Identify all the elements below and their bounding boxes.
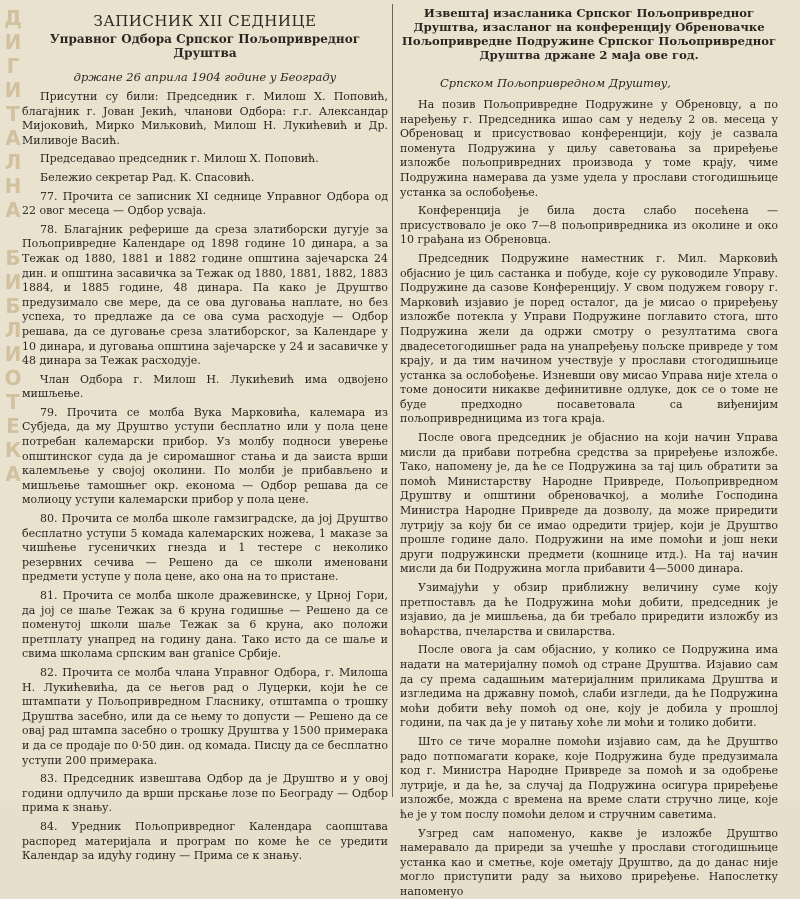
minutes-title: ЗАПИСНИК XII СЕДНИЦЕ [22,12,388,30]
watermark-letter: Б [2,294,24,318]
watermark-letter: Н [2,174,24,198]
paragraph: 82. Прочита се молба члана Управног Одбора, г. Милоша Н. Лукићевића, да се његов рад о Луцерки, који ће се штампати у Пољопривредном Гласнику, отштампа о трошку Друштва засебно, или да се њему то допусти — Решено да се овај рад штампа засебно о трошку Друштва у 1500 примерака и да се продаје по 0·50 дин. од комада. Писцу да се бесплатно уступи 200 примерака. [22,666,388,768]
watermark-letter: И [2,78,24,102]
minutes-date-line: држане 26 априла 1904 године у Београду [22,70,388,84]
paragraph: Што се тиче моралне помоћи изјавио сам, да ће Друштво радо потпомагати кораке, које Подружина буде предузимала код г. Министра Народне Привреде за помоћ и за одобрење лутрије, и да ће, за случај да Подружина осигура приређење изложбе, можда с времена на време слати стручно лице, које ће је у том послу помоћи делом и стручним саветима. [400,735,778,823]
paragraph: Председавао председник г. Милош Х. Поповић. [22,152,388,167]
minutes-body [22,90,388,864]
watermark-letter: А [2,198,24,222]
watermark [2,6,24,796]
paragraph: Узимајући у обзир приближну величину суме коју претпостављ да ће Подружина моћи добити, председник је изјавио, да је мишљења, да би требало приредити изложбу из воћарства, пчеларства и свиларства. [400,581,778,639]
watermark-letter: Л [2,318,24,342]
report-salutation: Српском Пољопривредном Друштву, [440,76,778,90]
minutes-subtitle: Управног Одбора Српског Пољопривредног Друштва [22,32,388,60]
paragraph: Члан Одбора г. Милош Н. Лукићевић има одвојено мишљење. [22,373,388,402]
watermark-letter: Т [2,102,24,126]
watermark-letter: Л [2,150,24,174]
right-column [400,0,778,801]
watermark-letter: А [2,126,24,150]
paragraph: Конференција је била доста слабо посећена — присуствовало је око 7—8 пољопривредника из околине и око 10 грађана из Обреновца. [400,204,778,248]
paragraph: 77. Прочита се записник XI седнице Управног Одбора од 22 овог месеца — Одбор усваја. [22,190,388,219]
watermark-letter: И [2,342,24,366]
paragraph: После овога председник је објаснио на који начин Управа мисли да прибави потребна средства за приређење изложбе. Тако, напомену је, да ће се Подружина за тај циљ обратити за помоћ Министарству Народне Привреде, Пољопривредном Друштву и општини обреновачкој, а молиће Господина Министра Народне Привреде да дозволу, да може приредити лутрију за коју би се имао одредити тријер, који је Друштво прошле године дало. Подружини на име помоћи и још неки други подружински предмети (кошнице итд.). На тај начин мисли да би Подружина могла прибавити 4—5000 динара. [400,431,778,577]
watermark-letter: И [2,30,24,54]
watermark-letter: Г [2,54,24,78]
paragraph: Бележио секретар Рад. К. Спасовић. [22,171,388,186]
watermark-letter: К [2,438,24,462]
paragraph: 80. Прочита се молба школе гамзиградске, да јој Друштво бесплатно уступи 5 комада калемарских ножева, 1 маказе за чишћење гусеничких гнезда и 1 тестере с неколико резервних сечива — Решено да се школи именовани предмети уступе у пола цене, ако она на то пристане. [22,512,388,585]
paragraph: 81. Прочита се молба школе дражевинске, у Црној Гори, да јој се шаље Тежак за 6 круна годишње — Решено да се поменутој школи шаље Тежак за 6 круна, ако положи претплату унапред на годину дана. Тако исто да се шаље и свима школама српским ван granice Србије. [22,589,388,662]
paragraph: Присутни су били: Председник г. Милош Х. Поповић, благајник г. Јован Јекић, чланови Одбора: г.г. Александар Мијоковић, Мирко Миљковић, Милош Н. Лукићевић и Др. Миливоје Васић. [22,90,388,148]
paragraph: 84. Уредник Пољопривредног Календара саопштава распоред материјала и програм по коме ће се уредити Календар за идућу годину — Прима се к знању. [22,820,388,864]
watermark-letter: И [2,270,24,294]
paragraph: Узгред сам напоменуо, какве је изложбе Друштво намеравало да приреди за учешће у прослави стогодишњице устанка као и сметње, које ометају Друштво, да до данас није могло приступити раду за њихово приређење. Напослетку напоменуо [400,827,778,899]
column-divider [392,4,393,797]
paragraph: Председник Подружине наместник г. Мил. Марковић објаснио је циљ састанка и побуде, које су руководиле Управу. Подружине да сазове Конференцију. У свом подужем говору г. Марковић изјавио је поред осталог, да је мисао о приређењу изложбе потекла у Управи Подружине поглавито стога, што Подружина жели да одржи смотру о резултатима свога двадесетогодишњег рада на унапређењу пољске привреде у том крају, и да тим начином учествује у прослави стогодишњице устанка за ослобођење. Изневши ову мисао Управа није хтела о томе доносити никакве дефинитивне одлуке, док се о томе не буде предходно посаветовала са виђенијим пољопривредницима из тога краја. [400,252,778,427]
watermark-letter [2,222,24,246]
watermark-letter: Е [2,414,24,438]
watermark-letter: Д [2,6,24,30]
watermark-letter: О [2,366,24,390]
report-heading: Извештај изасланика Српског Пољопривредног Друштва, изасланог на конференцију Обреновачке Пољопривредне Подружине Српског Пољопривредног Друштва држане 2 маја ове год. [400,6,778,62]
paragraph: 83. Председник извештава Одбор да је Друштво и у овој години одлучило да врши прскање лозе по Београду — Одбор прима к знању. [22,772,388,816]
watermark-letter: А [2,462,24,486]
paragraph: 79. Прочита се молба Вука Марковића, калемара из Субједа, да му Друштво уступи бесплатно или у пола цене потребан калемарски прибор. Уз молбу подноси уверење општинског суда да је сиромашног стања и да заиста врши калемљење у својој околини. По молби је прибављено и мишљење тамошњег окр. економа — Одбор решава да се молиоцу уступи калемарски прибор у пола цене. [22,406,388,508]
watermark-letter: Т [2,390,24,414]
paragraph: 78. Благајник реферише да среза златиборски дугује за Пољопривредне Календаре од 1898 године 10 динара, а за Тежак од 1880, 1881 и 1882 године општина зајечарска 24 дин. и општина засавичка за Тежак од 1880, 1881, 1882, 1883 1884, и 1885 године, 48 динара. Па како је Друштво предузимало све мере, да се ова дуговања наплате, но без успеха, то предлаже да се ова сума расходује — Одбор решава, да се дуговање среза златиборског, за Календаре у 10 динара, и дуговања општина зајечарске у 24 и засавичке у 48 динара за Тежак расходује. [22,223,388,369]
left-column [22,0,388,801]
watermark-letter: Б [2,246,24,270]
paragraph: После овога ја сам објаснио, у колико се Подружина има надати на материјалну помоћ од стране Друштва. Изјавио сам да су према садашњим материјалним приликама Друштва и изгледима на државну помоћ, слаби изгледи, да ће Подружина моћи добити већу помоћ од оне, коју је добила у прошлој години, па чак да је у питању хоће ли моћи и толико добити. [400,643,778,731]
report-body [400,98,778,899]
paragraph: На позив Пољопривредне Подружине у Обреновцу, а по наређењу г. Председника ишао сам у недељу 2 ов. месеца у Обреновац и присуствовао конференцији, коју је сазвала поменута Подружина у циљу саветовања за приређење изложбе пољопривредних производа у томе крају, чиме Подружина намерава да узме удела у прослави стогодишњице устанка за ослобођење. [400,98,778,200]
